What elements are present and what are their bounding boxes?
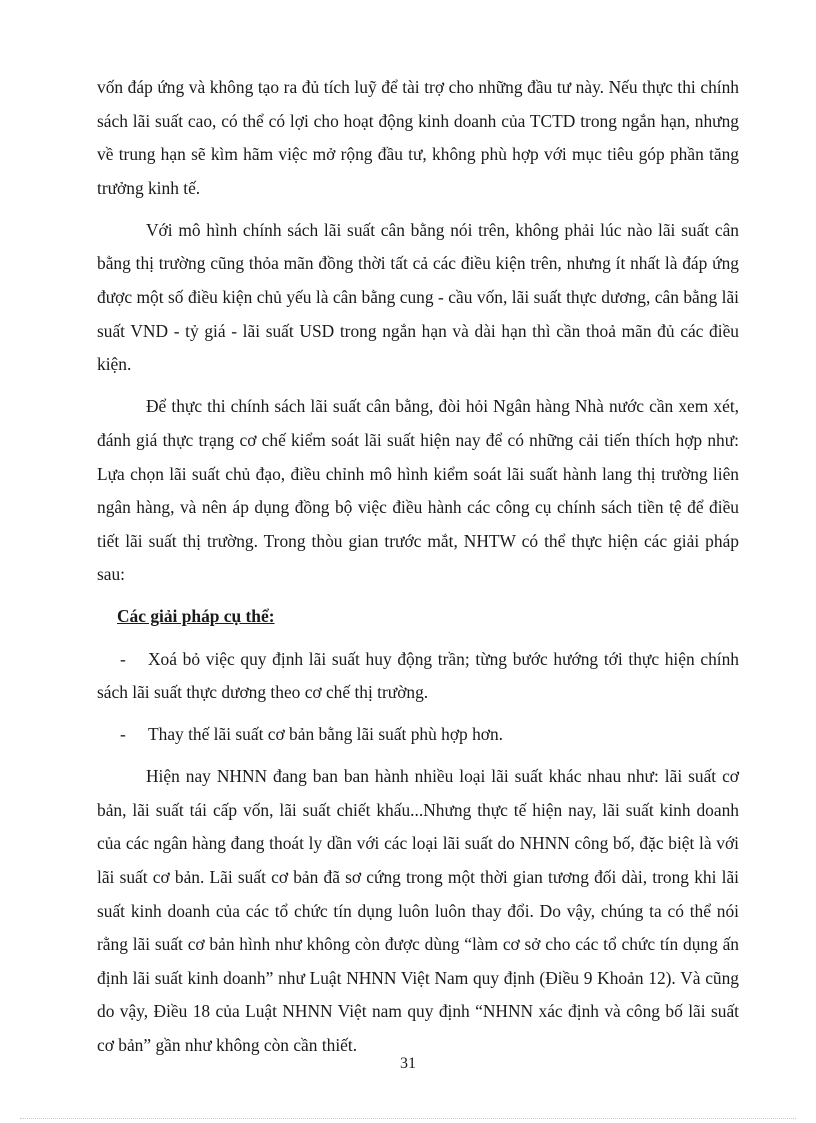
bullet-text: Thay thế lãi suất cơ bản bằng lãi suất phù hợp hơn. [148,724,504,745]
paragraph-3: Để thực thi chính sách lãi suất cân bằng, đòi hỏi Ngân hàng Nhà nước cần xem xét, đánh giá thực trạng cơ chế kiểm soát lãi suất hiện nay để có những cải tiến thích hợp như: Lựa chọn lãi suất chủ đạo, điều chỉnh mô hình kiểm soát lãi suất hành lang thị trường liên ngân hàng, và nên áp dụng đồng bộ việc điều hành các công cụ chính sách tiền tệ để điều tiết lãi suất thị trường. Trong thòu gian trước mắt, NHTW có thể thực hiện các giải pháp sau: [97,396,739,585]
paragraph-1: vốn đáp ứng và không tạo ra đủ tích luỹ để tài trợ cho những đầu tư này. Nếu thực thi chính sách lãi suất cao, có thể có lợi cho hoạt động kinh doanh của TCTD trong ngắn hạn, nhưng về trung hạn sẽ kìm hãm việc mở rộng đầu tư, không phù hợp với mục tiêu góp phần tăng trưởng kinh tế. [97,77,739,198]
page-bottom-divider [20,1118,796,1119]
section-heading [97,600,739,634]
paragraph-2: Với mô hình chính sách lãi suất cân bằng nói trên, không phải lúc nào lãi suất cân bằng thị trường cũng thỏa mãn đồng thời tất cả các điều kiện trên, nhưng ít nhất là đáp ứng được một số điều kiện chủ yếu là cân bằng cung - cầu vốn, lãi suất thực dương, cân bằng lãi suất VND - tỷ giá - lãi suất USD trong ngắn hạn và dài hạn thì cần thoả mãn đủ các điều kiện. [97,219,739,375]
body-text [97,71,739,1071]
bullet-item-2 [97,718,739,752]
bullet-dash: - [120,648,126,669]
bullet-item-1 [97,643,739,710]
paragraph-4: Hiện nay NHNN đang ban ban hành nhiều loại lãi suất khác nhau như: lãi suất cơ bản, lãi suất tái cấp vốn, lãi suất chiết khấu...Nhưng thực tế hiện nay, lãi suất kinh doanh của các ngân hàng đang thoát ly dần với các loại lãi suất do NHNN công bố, đặc biệt là với lãi suất cơ bản. Lãi suất cơ bản đã sơ cứng trong một thời gian tương đối dài, trong khi lãi suất kinh doanh của các tổ chức tín dụng luôn luôn thay đổi. Do vậy, chúng ta có thể nói rằng lãi suất cơ bản hình như không còn được dùng “làm cơ sở cho các tổ chức tín dụng ấn định lãi suất kinh doanh” như Luật NHNN Việt Nam quy định (Điều 9 Khoản 12). Và cũng do vậy, Điều 18 của Luật NHNN Việt nam quy định “NHNN xác định và công bố lãi suất cơ bản” gần như không còn cần thiết. [97,766,739,1056]
bullet-text: Xoá bỏ việc quy định lãi suất huy động trần; từng bước hướng tới thực hiện chính sách lãi suất thực dương theo cơ chế thị trường. [97,648,739,703]
section-heading-text: Các giải pháp cụ thể: [117,606,275,627]
page-number: 31 [400,1055,416,1072]
bullet-dash: - [120,724,126,745]
